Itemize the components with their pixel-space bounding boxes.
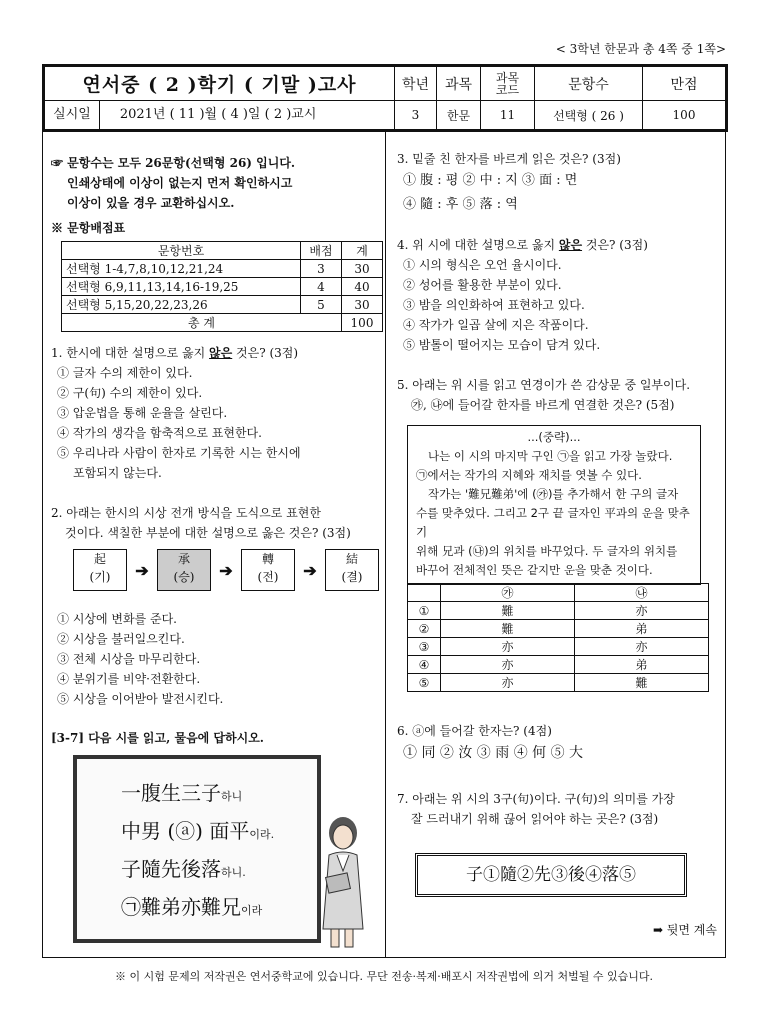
exam-body [42, 131, 726, 958]
q5-option-row-4[interactable]: ④ 亦 弟 [408, 656, 709, 674]
q2-option-2[interactable]: ② 시상을 불러일으킨다. [57, 632, 185, 646]
q5-option-row-2[interactable]: ② 難 弟 [408, 620, 709, 638]
poem-line-4: ㉠難弟亦難兄이라 [121, 895, 263, 919]
q1-option-5[interactable]: ⑤ 우리나라 사람이 한자로 기록한 시는 한시에 [57, 446, 301, 460]
dist-header-items: 문항번호 [62, 242, 301, 260]
section-heading: [3-7] 다음 시를 읽고, 물음에 답하시오. [51, 731, 264, 745]
q1-option-4[interactable]: ④ 작가의 생각을 함축적으로 표현한다. [57, 426, 262, 440]
grade-header: 학년 [395, 67, 437, 101]
arrow-icon: ➔ [135, 560, 149, 580]
q2-option-1[interactable]: ① 시상에 변화를 준다. [57, 612, 177, 626]
poem-line-2: 中男 (ⓐ) 面平이라. [121, 819, 275, 843]
q4-option-5[interactable]: ⑤ 밤톨이 떨어지는 모습이 담겨 있다. [403, 338, 601, 352]
table-row: 선택형 5,15,20,22,23,26 5 30 [62, 296, 383, 314]
table-row: 선택형 6,9,11,13,14,16-19,25 4 40 [62, 278, 383, 296]
q1-option-5-cont: 포함되지 않는다. [73, 466, 162, 480]
q2-option-3[interactable]: ③ 전체 시상을 마무리한다. [57, 652, 201, 666]
q6-options[interactable]: ① 同 ② 汝 ③ 雨 ④ 何 ⑤ 大 [403, 745, 584, 761]
q1-option-2[interactable]: ② 구(句) 수의 제한이 있다. [57, 386, 203, 400]
question-2-options [51, 609, 381, 709]
exam-header [42, 64, 728, 132]
column-divider [385, 131, 386, 957]
flow-box-gi: 起 (기) [73, 549, 127, 591]
date-label: 실시일 [45, 101, 100, 129]
notice: ☞ 문항수는 모두 26문항(선택형 26) 입니다. 인쇄상태에 이상이 없는지 먼저 확인하시고 이상이 있을 경우 교환하십시오. [51, 156, 296, 210]
q7-poem-line-box: 子①隨②先③後④落⑤ [415, 853, 687, 897]
continue-note: ➡ 뒷면 계속 [652, 923, 717, 937]
question-4: 4. 위 시에 대한 설명으로 옳지 않은 것은? (3점) ① 시의 형식은 오언 율시이다. ② 성어를 활용한 부분이 있다. ③ 밤을 의인화하여 표현하고 있다. ④ 작가가 일곱 살에 지은 작품이다. ⑤ 밤톨이 떨어지는 모습이 담겨 있다. [397, 235, 721, 355]
distribution-table [61, 241, 383, 332]
count-header: 문항수 [535, 67, 643, 101]
flow-box-seung: 承 (승) [157, 549, 211, 591]
date-value: 2021년 ( 11 )월 ( 4 )일 ( 2 )교시 [119, 107, 317, 122]
table-row: 총 계 100 [62, 314, 383, 332]
question-3: 3. 밑줄 친 한자를 바르게 읽은 것은? (3점) ① 腹 : 평 ② 中 : 지 ③ 面 : 면 ④ 隨 : 후 ⑤ 落 : 역 [397, 149, 721, 217]
date-row [45, 101, 395, 130]
teacher-illustration [309, 811, 373, 951]
q4-option-2[interactable]: ② 성어를 활용한 부분이 있다. [403, 278, 562, 292]
distribution-title: ※ 문항배점표 [51, 221, 126, 235]
q4-option-4[interactable]: ④ 작가가 일곱 살에 지은 작품이다. [403, 318, 589, 332]
exam-title: 연서중 ( 2 )학기 ( 기말 )고사 [45, 67, 395, 101]
question-6: 6. ⓐ에 들어갈 한자는? (4점) ① 同 ② 汝 ③ 雨 ④ 何 ⑤ 大 [397, 721, 721, 765]
q1-option-1[interactable]: ① 글자 수의 제한이 있다. [57, 366, 193, 380]
count-value: 선택형 ( 26 ) [535, 101, 643, 130]
arrow-icon: ➔ [303, 560, 317, 580]
q4-option-1[interactable]: ① 시의 형식은 오언 율시이다. [403, 258, 562, 272]
page-info: < 3학년 한문과 총 4쪽 중 1쪽> [555, 42, 726, 56]
q3-options-row1[interactable]: ① 腹 : 평 ② 中 : 지 ③ 面 : 면 [403, 173, 578, 188]
q5-answer-table: ㉮ ㉯ ① 難 亦 ② 難 弟 ③ 亦 亦 ④ 亦 弟 ⑤ 亦 難 [407, 583, 709, 692]
question-7: 7. 아래는 위 시의 3구(句)이다. 구(句)의 의미를 가장 잘 드러내기 위해 끊어 읽어야 하는 곳은? (3점) [397, 792, 675, 826]
full-score-header: 만점 [643, 67, 726, 101]
sisang-flow-diagram [73, 549, 379, 591]
essay-box: ...(중략)... 나는 이 시의 마지막 구인 ㉠을 읽고 가장 놀랐다. ㉠에서는 작가의 지혜와 재치를 엿볼 수 있다. 작가는 '難兄難弟'에 (㉮)를 추가해서 한 구의 글자 수를 맞추었다. 그리고 2구 끝 글자인 平과의 운을 맞추기 위해 兄과 (㉯)의 위치를 바꾸었다. 두 글자의 위치를 바꾸어 전체적인 뜻은 같지만 운을 맞춘 것이다. [407, 425, 701, 585]
q5-option-row-5[interactable]: ⑤ 亦 難 [408, 674, 709, 692]
dist-header-score: 배점 [301, 242, 342, 260]
poem-line-3: 子隨先後落하니. [121, 857, 246, 881]
q3-options-row2[interactable]: ④ 隨 : 후 ⑤ 落 : 역 [403, 197, 518, 212]
poem-line-1: 一腹生三子하니 [121, 781, 243, 805]
q2-option-4[interactable]: ④ 분위기를 비약·전환한다. [57, 672, 201, 686]
copyright-footer: ※ 이 시험 문제의 저작권은 연서중학교에 있습니다. 무단 전송·복제·배포시 저작권법에 의거 처벌될 수 있습니다. [115, 970, 653, 983]
grade-value: 3 [395, 101, 437, 130]
table-row: 선택형 1-4,7,8,10,12,21,24 3 30 [62, 260, 383, 278]
code-header: 과목 코드 [481, 67, 535, 101]
q2-option-5[interactable]: ⑤ 시상을 이어받아 발전시킨다. [57, 692, 224, 706]
poem-blackboard [73, 755, 321, 943]
arrow-icon: ➔ [219, 560, 233, 580]
code-value: 11 [481, 101, 535, 130]
flow-box-gyeol: 結 (결) [325, 549, 379, 591]
question-1: 1. 한시에 대한 설명으로 옳지 않은 것은? (3점) ① 글자 수의 제한이 있다. ② 구(句) 수의 제한이 있다. ③ 압운법을 통해 운율을 살린다. ④ 작가의 생각을 함축적으로 표현한다. ⑤ 우리나라 사람이 한자로 기록한 시는 한시에 포함되지 않는다. [51, 343, 381, 483]
q5-option-row-1[interactable]: ① 難 亦 [408, 602, 709, 620]
q4-option-3[interactable]: ③ 밤을 의인화하여 표현하고 있다. [403, 298, 585, 312]
flow-box-jeon: 轉 (전) [241, 549, 295, 591]
q1-option-3[interactable]: ③ 압운법을 통해 운율을 살린다. [57, 406, 228, 420]
subject-header: 과목 [437, 67, 481, 101]
full-score-value: 100 [643, 101, 726, 130]
dist-header-total: 계 [342, 242, 383, 260]
subject-value: 한문 [437, 101, 481, 130]
question-2: 2. 아래는 한시의 시상 전개 방식을 도식으로 표현한 것이다. 색칠한 부분에 대한 설명으로 옳은 것은? (3점) [51, 506, 351, 540]
q5-option-row-3[interactable]: ③ 亦 亦 [408, 638, 709, 656]
question-5: 5. 아래는 위 시를 읽고 연경이가 쓴 감상문 중 일부이다. ㉮, ㉯에 들어갈 한자를 바르게 연결한 것은? (5점) [397, 378, 691, 412]
